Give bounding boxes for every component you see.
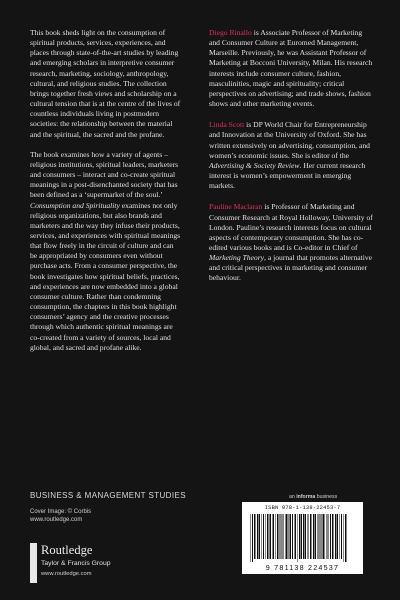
publisher-url: www.routledge.com (41, 571, 92, 577)
barcode-bar (259, 514, 260, 559)
barcode-bar (250, 514, 251, 562)
informa-prefix: an (289, 494, 297, 500)
blurb-paragraph-1: This book sheds light on the consumption of spiritual products, services, experiences, and places through state-of-the-art studies by leading and emerging scholars in interpretive consumer research, marketing, sociology, anthropology, cultural, and religious studies. The collection brings together fresh views and scholarship on a cultural tension that is at the centre of the lives of countless individuals living in postmodern societies: the relationship between the material and the spiritual, the sacred and the profane. (30, 28, 181, 139)
ean-digits: 9 781138 224537 (265, 563, 340, 572)
barcode-bar (319, 514, 320, 559)
barcode-bar (275, 514, 276, 559)
barcode-bar (337, 514, 338, 559)
barcode-bars-icon (248, 514, 357, 562)
barcode-bar (309, 514, 310, 559)
publisher-name: Routledge (41, 543, 93, 557)
author-name: Linda Scott (209, 120, 245, 130)
informa-business-tag (289, 494, 337, 500)
author-bio-scott (209, 120, 374, 191)
isbn-barcode (242, 502, 363, 574)
barcode-bar (330, 514, 331, 559)
blurb-paragraph-2 (30, 150, 182, 353)
author-bio-rinallo (209, 28, 374, 109)
barcode-bar (310, 514, 312, 559)
author-bios (209, 28, 374, 295)
publisher-group: Taylor & Francis Group (41, 560, 111, 567)
barcode-bar (269, 514, 270, 559)
barcode-bar (270, 514, 271, 559)
journal-title: Advertising & Society Review (209, 160, 300, 170)
author-bio-text: , a journal that promotes alternative and critical perspectives in marketing and consumer behaviour. (209, 253, 373, 283)
barcode-bar (328, 514, 329, 559)
barcode-bar (257, 514, 259, 559)
back-cover-blurb (30, 28, 182, 363)
barcode-bar (265, 514, 266, 559)
barcode-bar (327, 514, 328, 559)
author-name: Pauline Maclaran (209, 202, 263, 212)
barcode-bar (283, 514, 284, 559)
journal-title: Marketing Theory (209, 253, 265, 263)
barcode-bar (292, 514, 293, 559)
subject-category: BUSINESS & MANAGEMENT STUDIES (30, 491, 186, 500)
barcode-bar (318, 514, 319, 559)
author-name: Diego Rinallo (209, 28, 252, 37)
barcode-bar (303, 514, 304, 559)
barcode-bar (323, 514, 325, 559)
blurb-p2-start: The book examines how a variety of agents – religious institutions, spiritual leaders, marketers and consumers – interact and co-create spiritual meanings in a post-disenchanted society that has been defined as a ‘supermarket of the soul.’ (30, 149, 179, 200)
barcode-bar (325, 514, 326, 559)
barcode-bar (313, 514, 314, 559)
barcode-bar (263, 514, 264, 559)
barcode-bar (335, 514, 337, 559)
barcode-bar (332, 514, 334, 559)
book-title-inline: Consumption and Spirituality (30, 200, 120, 210)
barcode-bar (290, 514, 292, 559)
informa-suffix: business (315, 494, 338, 500)
author-bio-text: is Professor of Marketing and Consumer Research at Royal Holloway, University of London. Pauline’s research interests focus on cultural aspects of contemporary consumption. She has co-edited various books and is Co-editor in Chief of (209, 202, 373, 252)
barcode-bar (273, 514, 275, 559)
isbn-number: ISBN 978-1-138-22453-7 (264, 505, 341, 511)
barcode-bar (267, 514, 269, 559)
barcode-bar (286, 514, 288, 559)
barcode-bar (298, 514, 299, 562)
barcode-bar (280, 514, 281, 559)
barcode-bar (343, 514, 344, 562)
barcode-bar (277, 514, 279, 559)
barcode-bar (254, 514, 256, 559)
barcode-bar (339, 514, 340, 559)
barcode-bar (299, 514, 300, 559)
author-bio-text: . Her current research interest is women’s empowerment in emerging markets. (209, 160, 366, 191)
barcode-bar (261, 514, 262, 559)
barcode-bar (308, 514, 309, 559)
barcode-bar (345, 514, 347, 562)
barcode-bar (341, 514, 342, 559)
cover-credit (30, 508, 91, 524)
barcode-bar (301, 514, 303, 559)
barcode-bar (289, 514, 290, 559)
barcode-bar (305, 514, 307, 559)
barcode-bar (321, 514, 322, 559)
publisher-logo (30, 543, 190, 583)
author-bio-maclaran (209, 202, 374, 283)
author-bio-text: is DP World Chair for Entrepreneurship and Innovation at the University of Oxford. She has written extensively on advertising, consumption, and women’s economic issues. She is editor of the (209, 120, 370, 160)
blurb-p2-end: examines not only religious organizations, but also brands and marketers and the way they infuse their products, services, and experiences with spiritual meanings that flow freely in the circuit of culture and can be appropriated by consumers even without purchase acts. From a consumer perspective, the book investigates how spiritual beliefs, practices, and experiences are now embedded into a global consumer culture. Rather than condemning consumption, the chapters in this book highlight consumers’ agency and the creative processes through which authentic spiritual meanings are co-created from a variety of sources, local and global, and sacred and profane alike. (30, 200, 181, 352)
barcode-bar (285, 514, 286, 559)
author-bio-text: is Associate Professor of Marketing and Consumer Culture at Euromed Management, Marseille. Previously, he was Assistant Professor of Marketing at Bocconi University, Milan. His research interests include consumer culture, fashion, masculinities, magic and spirituality; critical perspectives on advertising; and trade shows, fashion shows and other marketing events. (209, 28, 373, 109)
routledge-mark-icon (30, 543, 37, 583)
informa-brand: informa (296, 494, 316, 500)
barcode-bar (252, 514, 253, 562)
cover-credit-url: www.routledge.com (30, 517, 83, 523)
barcode-bar (281, 514, 282, 559)
barcode-bar (315, 514, 317, 559)
cover-image-credit: Cover Image: © Corbis (30, 509, 92, 515)
barcode-bar (295, 514, 297, 559)
